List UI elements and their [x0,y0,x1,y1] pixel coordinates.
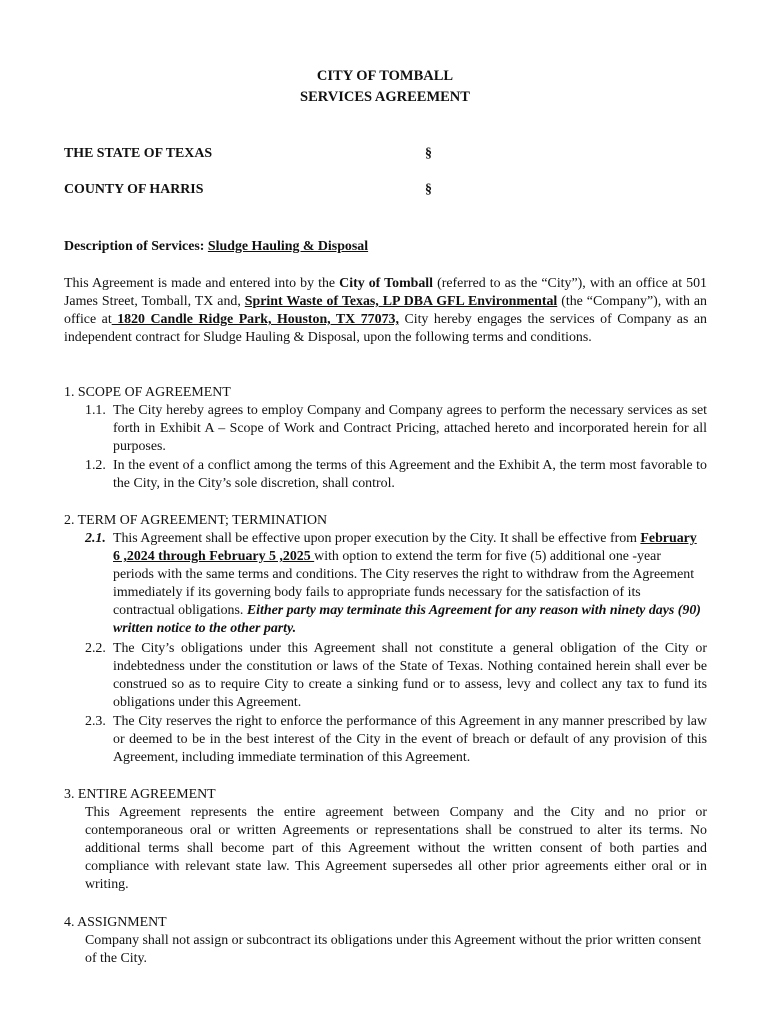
item-2-1-text-1: This Agreement shall be effective upon proper execution by the City. It shall be effective from [113,531,641,546]
company-address: 1820 Candle Ridge Park, Houston, TX 77073, [111,312,399,327]
term-dates: February 6 ,2024 through February 5 ,2025 [113,531,697,564]
intro-text-1: This Agreement is made and entered into by the [64,276,340,291]
county-section-symbol: § [425,182,432,197]
state-label: THE STATE OF TEXAS [64,146,213,161]
item-2-1-text [113,530,703,638]
item-2-3-number: 2.3. [85,714,106,729]
state-section-symbol: § [425,146,432,161]
document-title-line2: SERVICES AGREEMENT [300,89,470,105]
description-value: Sludge Hauling & Disposal [207,239,369,254]
city-name: City of Tomball [339,276,434,291]
intro-text-3: (the “Company”), with an office at [64,294,707,327]
intro-text-2: (referred to as the “City”), with an office at 501 James Street, Tomball, TX and, [64,276,707,309]
item-1-2-number: 1.2. [85,458,106,473]
description-label: Description of Services: [64,239,205,254]
item-2-2-number: 2.2. [85,641,106,656]
section-4-heading: 4. ASSIGNMENT [64,915,167,930]
section-2-heading: 2. TERM OF AGREEMENT; TERMINATION [64,513,328,528]
item-2-1-text-2: with option to extend the term for five (5) additional one -year periods with the same terms and conditions. The City reserves the right to withdraw from the Agreement immediately if its governing body fails to appropriate funds necessary for the satisfaction of its contractual obligations. [113,549,695,618]
item-2-3-text: The City reserves the right to enforce the performance of this Agreement in any manner prescribed by law or deemed to be in the best interest of the City in the event of breach or default of any provision of this Agreement, including immediate termination of this Agreement. [113,714,707,765]
item-1-1-text: The City hereby agrees to employ Company and Company agrees to perform the necessary services as set forth in Exhibit A – Scope of Work and Contract Pricing, attached hereto and incorporated herein for all purposes. [113,403,707,454]
item-2-2-text: The City’s obligations under this Agreement shall not constitute a general obligation of the City or indebtedness under the constitution or laws of the State of Texas. Nothing contained herein shall ever be construed so as to require City to create a sinking fund or to assess, levy and collect any tax to fund its obligations under this Agreement. [113,641,707,710]
intro-text-4: City hereby engages the services of Company as an independent contract for Sludge Hauling & Disposal, upon the following terms and conditions. [64,312,707,345]
termination-clause: Either party may terminate this Agreement for any reason with ninety days (90) written notice to the other party. [113,603,701,636]
section-3-heading: 3. ENTIRE AGREEMENT [64,787,216,802]
section-4-text: Company shall not assign or subcontract its obligations under this Agreement without the prior written consent of the City. [85,933,702,966]
item-1-2-text: In the event of a conflict among the terms of this Agreement and the Exhibit A, the term most favorable to the City, in the City’s sole discretion, shall control. [113,458,707,491]
county-label: COUNTY OF HARRIS [64,182,204,197]
company-name: Sprint Waste of Texas, LP DBA GFL Environmental [244,294,558,309]
document-title-line1: CITY OF TOMBALL [316,68,454,84]
intro-paragraph [64,275,707,347]
description-of-services [64,238,368,256]
item-2-1-number: 2.1. [85,531,106,546]
item-1-1-number: 1.1. [85,403,106,418]
section-3-text: This Agreement represents the entire agreement between Company and the City and no prior or contemporaneous oral or written Agreements or representations shall be construed to alter its terms. No additional terms shall become part of this Agreement without the written consent of both parties and compliance with relevant state law. This Agreement supersedes all other prior agreements either oral or in writing. [85,805,707,892]
section-1-heading: 1. SCOPE OF AGREEMENT [64,385,231,400]
